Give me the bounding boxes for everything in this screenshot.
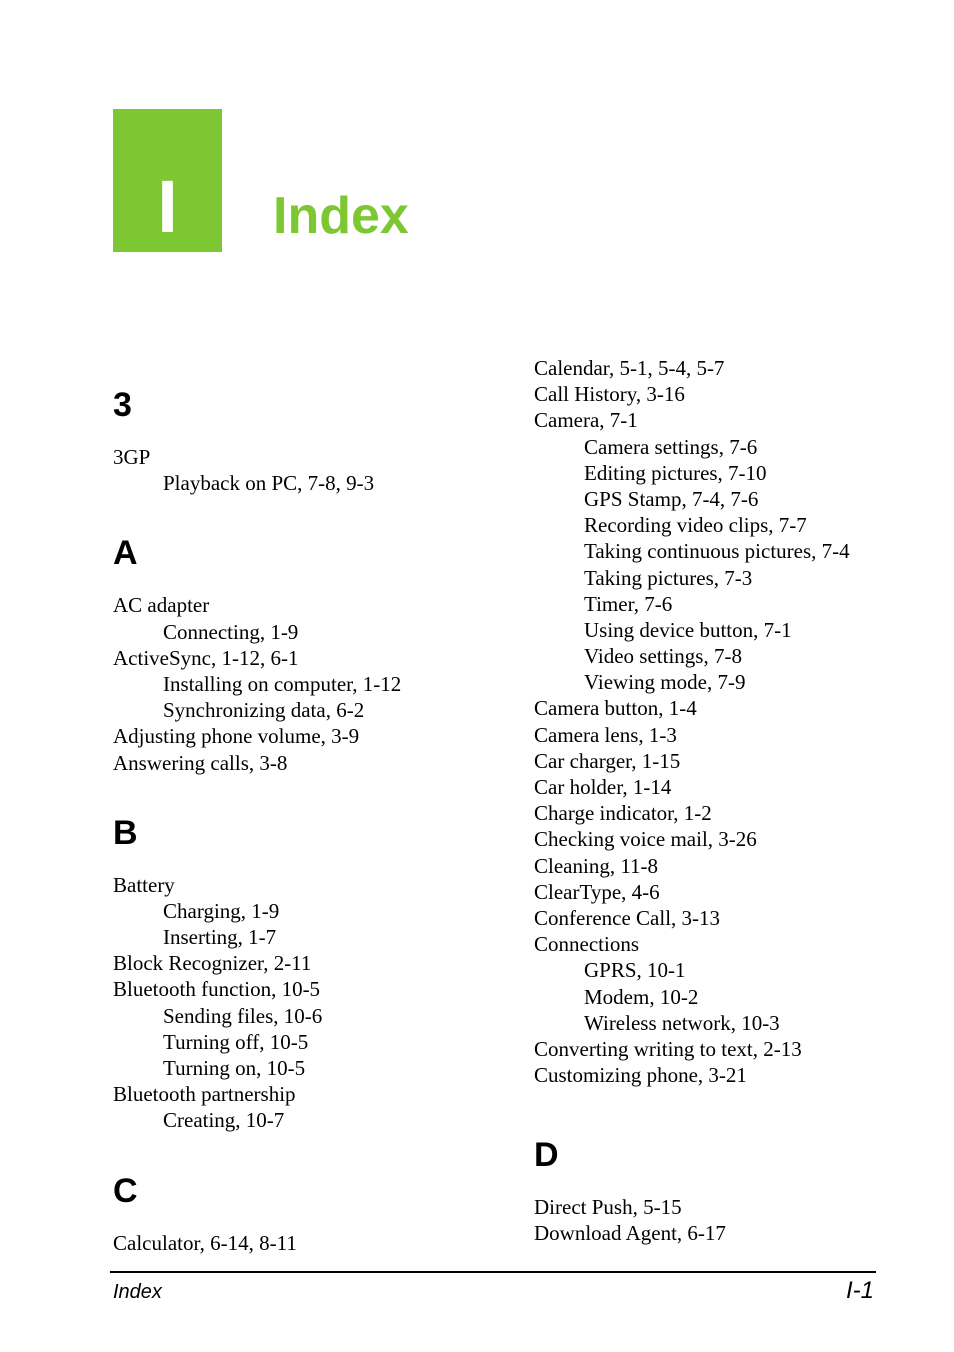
index-entry: Car charger, 1-15 xyxy=(534,748,681,773)
index-subentry: Turning off, 10-5 xyxy=(163,1029,309,1054)
index-entry: Bluetooth partnership xyxy=(113,1082,296,1107)
index-entry: Customizing phone, 3-21 xyxy=(534,1063,747,1088)
section-letter: C xyxy=(113,1171,138,1210)
index-entry: Direct Push, 5-15 xyxy=(534,1195,682,1220)
index-entry: Converting writing to text, 2-13 xyxy=(534,1036,802,1061)
index-subentry: Playback on PC, 7-8, 9-3 xyxy=(163,471,375,496)
footer-rule xyxy=(110,1271,876,1273)
index-subentry: Synchronizing data, 6-2 xyxy=(163,698,365,723)
page-number: I-1 xyxy=(845,1277,874,1304)
index-entry: AC adapter xyxy=(113,593,210,618)
index-entry: Block Recognizer, 2-11 xyxy=(113,951,312,976)
index-entry: Download Agent, 6-17 xyxy=(534,1221,726,1246)
index-entry: Calendar, 5-1, 5-4, 5-7 xyxy=(534,356,725,380)
index-entry: Calculator, 6-14, 8-11 xyxy=(113,1230,297,1255)
index-section xyxy=(534,1128,934,1246)
index-entry: Call History, 3-16 xyxy=(534,382,685,407)
index-subentry: Recording video clips, 7-7 xyxy=(584,513,807,538)
index-entry: Camera button, 1-4 xyxy=(534,696,697,721)
section-letter: B xyxy=(113,813,138,852)
index-subentry: Creating, 10-7 xyxy=(163,1108,285,1133)
index-entry-list xyxy=(534,355,934,1088)
index-subentry: Taking continuous pictures, 7-4 xyxy=(584,539,850,564)
index-subentry: Turning on, 10-5 xyxy=(163,1056,306,1080)
index-entry: Adjusting phone volume, 3-9 xyxy=(113,724,360,749)
index-subentry: Editing pictures, 7-10 xyxy=(584,460,767,485)
index-subentry: Taking pictures, 7-3 xyxy=(584,565,753,590)
index-subentry: Viewing mode, 7-9 xyxy=(584,670,746,695)
index-section xyxy=(113,526,513,775)
index-subentry: GPRS, 10-1 xyxy=(584,958,686,983)
index-entry: Conference Call, 3-13 xyxy=(534,905,721,930)
index-section xyxy=(113,806,513,1134)
index-subentry: Wireless network, 10-3 xyxy=(584,1010,780,1035)
index-entry: ActiveSync, 1-12, 6-1 xyxy=(113,645,299,670)
chapter-number-box xyxy=(113,109,222,252)
footer-section-label: Index xyxy=(113,1281,162,1303)
index-subentry: Modem, 10-2 xyxy=(584,984,699,1009)
index-section xyxy=(113,1164,513,1256)
index-column-right xyxy=(534,355,934,1277)
index-entry-list xyxy=(113,1230,513,1256)
index-entry: Connections xyxy=(534,932,639,957)
index-entry: Checking voice mail, 3-26 xyxy=(534,827,757,852)
section-letter: A xyxy=(113,534,138,573)
section-letter: 3 xyxy=(113,386,132,424)
index-entry: Answering calls, 3-8 xyxy=(113,750,288,775)
index-subentry: Camera settings, 7-6 xyxy=(584,434,758,459)
index-entry: Bluetooth function, 10-5 xyxy=(113,977,321,1002)
index-subentry: Inserting, 1-7 xyxy=(163,925,277,950)
index-entry: Car holder, 1-14 xyxy=(534,775,672,799)
index-entry-list xyxy=(534,1194,934,1246)
index-subentry: Video settings, 7-8 xyxy=(584,644,742,669)
index-entry-list xyxy=(113,872,513,1134)
index-entry: 3GP xyxy=(113,445,151,469)
index-subentry: Timer, 7-6 xyxy=(584,591,673,616)
index-subentry: GPS Stamp, 7-4, 7-6 xyxy=(584,486,759,511)
chapter-letter: I xyxy=(157,165,178,248)
index-entry: Charge indicator, 1-2 xyxy=(534,801,712,826)
index-section xyxy=(113,378,513,496)
index-section xyxy=(534,355,934,1088)
index-entry: Camera, 7-1 xyxy=(534,408,638,433)
index-subentry: Connecting, 1-9 xyxy=(163,619,299,644)
page-title: Index xyxy=(273,187,409,245)
index-subentry: Installing on computer, 1-12 xyxy=(163,671,402,696)
index-subentry: Sending files, 10-6 xyxy=(163,1003,323,1028)
index-entry: Battery xyxy=(113,872,175,897)
index-entry: ClearType, 4-6 xyxy=(534,879,660,904)
index-subentry: Using device button, 7-1 xyxy=(584,617,792,642)
index-entry-list xyxy=(113,444,513,496)
index-entry: Cleaning, 11-8 xyxy=(534,853,659,878)
index-entry-list xyxy=(113,592,513,775)
index-subentry: Charging, 1-9 xyxy=(163,898,280,923)
index-column-left xyxy=(113,378,513,1286)
index-entry: Camera lens, 1-3 xyxy=(534,722,677,747)
section-letter: D xyxy=(534,1136,559,1175)
